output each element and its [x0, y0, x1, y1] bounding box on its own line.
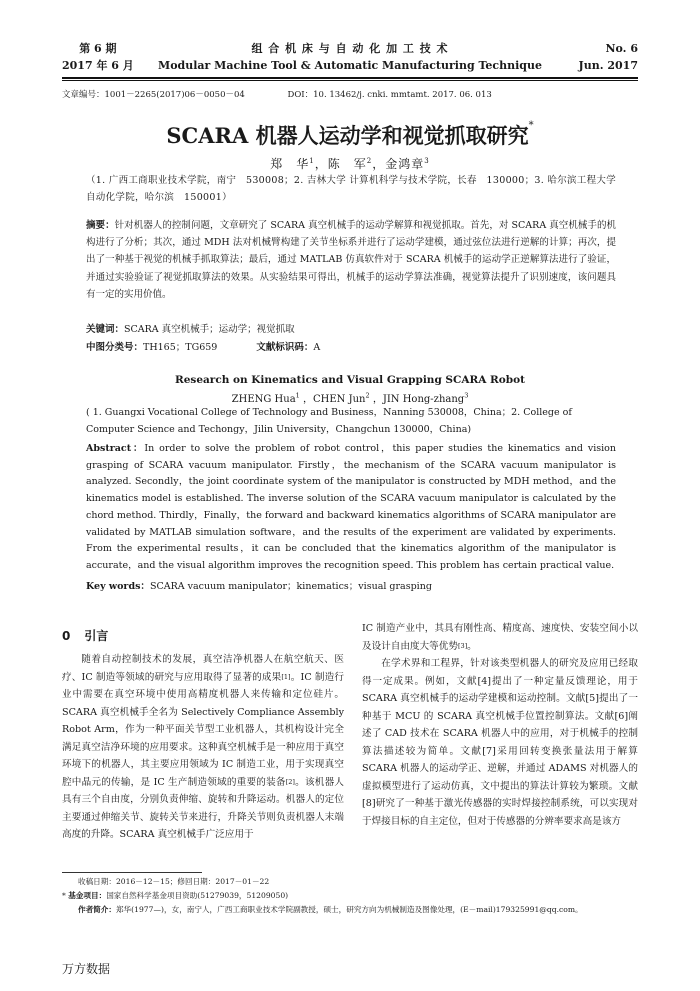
title-en: Research on Kinematics and Visual Grapping SCARA Robot [175, 374, 525, 386]
author-1-en-sup: 1 [295, 391, 300, 400]
footnote-received: 收稿日期：2016－12－15；修回日期：2017－01－22 [78, 877, 270, 886]
journal-name [150, 40, 550, 74]
text-run: 随着自动控制技术的发展，真空洁净机器人在航空航天、医疗、IC 制造等领域的研究与应用取得了显著的成果 [62, 654, 344, 683]
issue-cn: 第 6 期 [79, 42, 117, 55]
author-2-en-sup: 2 [365, 391, 370, 400]
footnote-rule [62, 872, 202, 873]
header-rule-thin [62, 80, 638, 81]
keywords-cn-text: SCARA 真空机械手；运动学；视觉抓取 [124, 324, 295, 335]
text-run: 。该机器人具有三个自由度，分别负责伸缩、旋转和升降运动。机器人的定位主要通过伸缩关节、旋转关节来进行，升降关节则负责机器人末端高度的升降。SCARA 真空机械手广泛应用于 [62, 776, 344, 840]
clc-code: TH165；TG659 [143, 342, 218, 353]
paragraph [62, 651, 344, 844]
clc-label: 中图分类号： [86, 342, 144, 353]
sep: ， [299, 394, 313, 405]
sep: ， [314, 157, 328, 171]
author-2-en: CHEN Jun [313, 394, 366, 405]
paragraph [362, 620, 638, 655]
citation-link[interactable]: [1] [281, 672, 291, 681]
date-cn: 2017 年 6 月 [62, 59, 134, 72]
keywords-cn-label: 关键词： [86, 324, 125, 335]
section-title: 引言 [84, 629, 109, 643]
author-3-cn: 金鸿章 [385, 157, 425, 171]
header-rule-thick [62, 77, 638, 79]
author-2-cn: 陈 军 [327, 157, 367, 171]
title-cn [62, 120, 638, 150]
article-meta [62, 88, 638, 100]
section-heading [62, 627, 108, 644]
keywords-en-label: Key words： [86, 581, 150, 592]
paragraph: 在学术界和工程界，针对该类型机器人的研究及应用已经取得一定成果。例如，文献[4]提出了一种定量反馈理论，用于 SCARA 真空机械手的运动学建模和运动控制。文献[5]提出了一种基于 MCU 的 SCARA 真空机械手位置控制算法。文献[6]阐述了 CAD 技术在 SCARA 机器人中的应用，对于机械手的控制算法描述较为简单。文献[7]采用回转变换张量法用于解算 SCARA 机器人的运动学正、逆解，并通过 ADAMS 对机器人的虚拟模型进行了运动仿真，文中提出的算法计算较为繁琐。文献[8]研究了一种基于激光传感器的实时焊接控制系统，可以实现对于焊接目标的自主定位，但对于传感器的分辨率要求高是该方 [362, 658, 638, 827]
doc-code: A [313, 342, 321, 353]
journal-issue-cn [62, 40, 134, 74]
author-bio-label: 作者简介： [78, 905, 116, 914]
abstract-cn [86, 217, 616, 303]
abstract-cn-text: 针对机器人的控制问题，文章研究了 SCARA 真空机械手的运动学解算和视觉抓取。首先，对 SCARA 真空机械手的机构进行了分析；其次，通过 MDH 法对机械臂构建了关节坐标系并进行了运动学建模，通过弦位法进行逆解的计算；再次，提出了一种基于视觉的机械手抓取算法；最后，通过 MATLAB 仿真软件对于 SCARA 机械手的运动学正逆解算法进行了验证，并通过实验验证了视觉抓取算法的效果。从实验结果可得出，机械手的运动学算法准确，视觉算法提升了识别速度，该问题具有一定的实用价值。 [86, 220, 616, 300]
abstract-en-text: In order to solve the problem of robot control，this paper studies the kinematics and vision grasping of SCARA vacuum manipulator. Firstly，the mechanism of the SCARA vacuum manipulator is analyzed. Secondly，the joint coordinate system of the manipulator is constructed by MDH method，and the kinematics model is established. The inverse solution of the SCARA vacuum manipulator is calculated by the chord method. Thirdly，Finally，the forward and backward kinematics algorithms of SCARA manipulator are validated by MATLAB simulation software，and the results of the experiment are validated by experiments. From the experimental results，it can be concluded that the kinematics algorithm of the manipulator is accurate，and the visual algorithm improves the recognition speed. This problem has certain practical value. [86, 443, 616, 571]
body-left-column [62, 651, 344, 844]
footnote-fund [62, 889, 662, 903]
journal-name-en: Modular Machine Tool & Automatic Manufacturing Technique [158, 59, 542, 72]
fund-text: 国家自然科学基金项目资助(51279039，51209050) [106, 891, 289, 900]
authors-cn [62, 155, 638, 172]
date-en: Jun. 2017 [578, 59, 638, 72]
title-cn-text: SCARA 机器人运动学和视觉抓取研究 [166, 123, 529, 148]
footnote-author [78, 903, 678, 917]
author-3-en: JIN Hong-zhang [382, 394, 465, 405]
article-number: 文章编号：1001－2265(2017)06－0050－04 [62, 90, 245, 100]
keywords-en [86, 578, 616, 592]
watermark: 万方数据 [62, 962, 111, 976]
journal-issue-en [579, 40, 638, 74]
abstract-en [86, 441, 616, 575]
abstract-cn-label: 摘要： [86, 220, 115, 231]
author-3-en-sup: 3 [464, 391, 469, 400]
author-2-sup: 2 [366, 157, 373, 165]
affiliations-en: ( 1. Guangxi Vocational College of Technology and Business，Nanning 530008，China；2. College of Computer Science and Techongy，Jilin University，Changchun 130000，China) [86, 407, 572, 435]
journal-name-cn: 组 合 机 床 与 自 动 化 加 工 技 术 [251, 42, 449, 55]
author-1-sup: 1 [309, 157, 315, 165]
body-right-column [362, 620, 638, 830]
author-1-cn: 郑 华 [270, 157, 310, 171]
section-number: 0 [62, 629, 71, 643]
author-1-en: ZHENG Hua [231, 394, 296, 405]
text-run: 。 [467, 640, 477, 652]
classification [86, 339, 616, 356]
citation-link[interactable]: [3] [457, 641, 468, 650]
text-run: 。IC 制造行业中需要在真空环境中使用高精度机器人来传输和定位硅片。SCARA 真空机械手全名为 Selectively Compliance Assembly Robot Arm，作为一种平面关节型工业机器人，其机构设计完全满足真空洁净环境的应用要求。这种真空机械手是一种应用于真空环境下的机器人，其主要应用领域为 IC 制造工业，用于实现真空腔中晶元的传输，是 IC 生产制造领域的重要的装备 [62, 671, 344, 788]
abstract-en-label: Abstract： [86, 443, 145, 454]
issue-en: No. 6 [605, 42, 638, 55]
doi: DOI：10. 13462/j. cnki. mmtamt. 2017. 06. 013 [287, 90, 492, 100]
affiliations-cn: （1. 广西工商职业技术学院，南宁 530008；2. 吉林大学 计算机科学与技术学院，长春 130000；3. 哈尔滨工程大学 自动化学院，哈尔滨 150001） [86, 175, 617, 203]
author-bio-text: 郑华(1977—)，女，南宁人，广西工商职业技术学院副教授，硕士，研究方向为机械制造及图像处理，(E－mail)179325991@qq.com。 [115, 905, 583, 914]
sep: ， [372, 157, 386, 171]
citation-link[interactable]: [2] [285, 777, 295, 786]
keywords-en-text: SCARA vacuum manipulator；kinematics；visual grasping [149, 581, 432, 592]
keywords-cn [86, 321, 616, 338]
title-footnote-mark: * [528, 120, 534, 131]
fund-mark: * [62, 891, 66, 900]
author-3-sup: 3 [424, 157, 430, 165]
doc-code-label: 文献标识码： [256, 342, 314, 353]
fund-label: 基金项目： [68, 891, 107, 900]
authors-en [62, 390, 638, 405]
sep: ， [369, 394, 383, 405]
text-run: IC 制造产业中，其具有刚性高、精度高、速度快、安装空间小以及设计自由度大等优势 [362, 623, 638, 652]
